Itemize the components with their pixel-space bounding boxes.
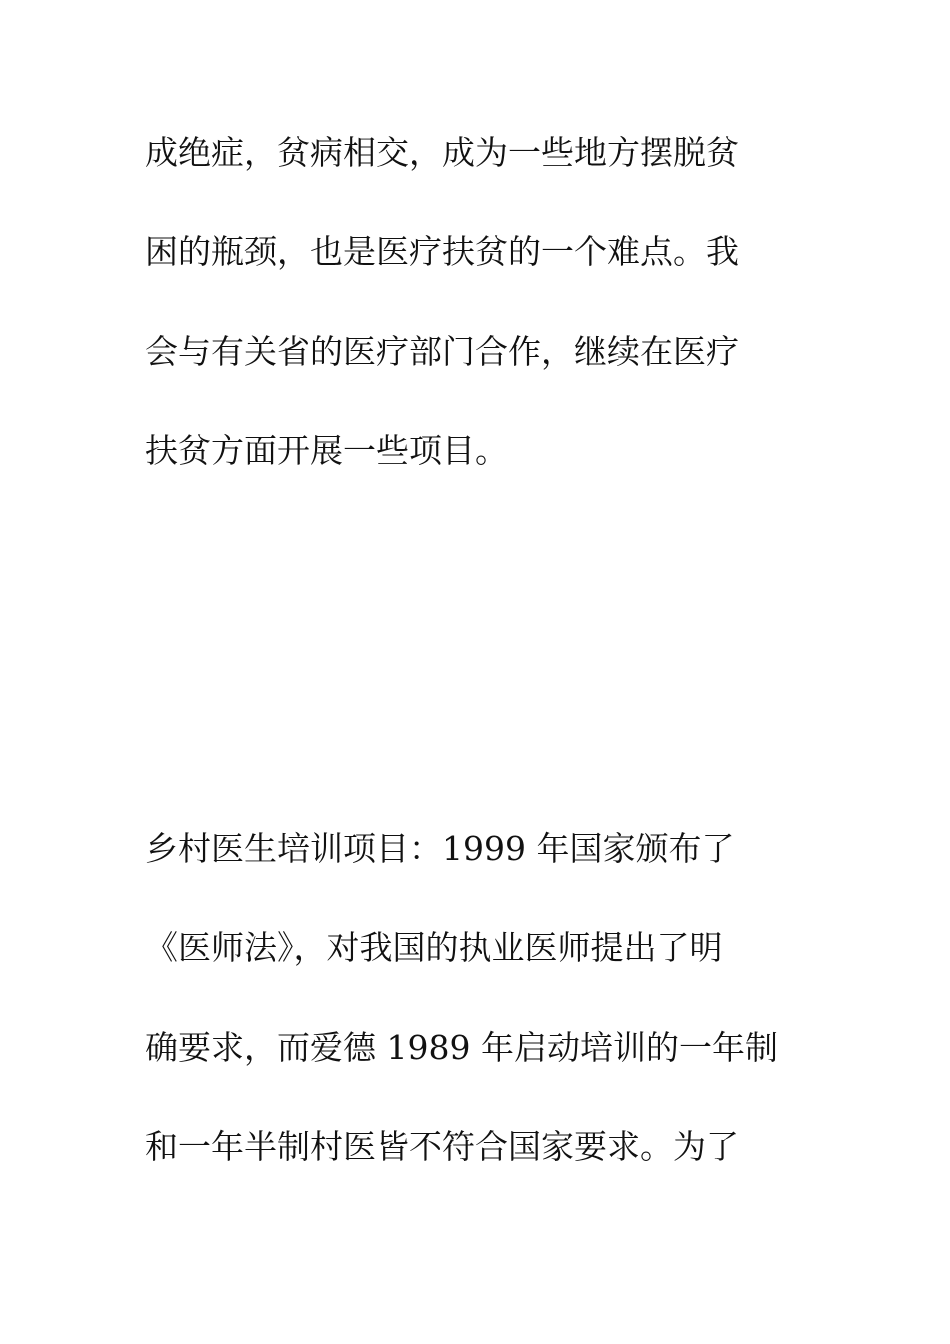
text-line: 困的瓶颈，也是医疗扶贫的一个难点。我	[145, 232, 739, 271]
text-line: 和一年半制村医皆不符合国家要求。为了	[145, 1127, 739, 1166]
text-line: 会与有关省的医疗部门合作，继续在医疗	[145, 332, 739, 371]
text-line: 扶贫方面开展一些项目。	[145, 431, 508, 470]
text-line: 确要求，而爱德 1989 年启动培训的一年制	[145, 1028, 778, 1067]
text-line: 成绝症，贫病相交，成为一些地方摆脱贫	[145, 133, 739, 172]
text-line: 《医师法》，对我国的执业医师提出了明	[145, 928, 723, 967]
text-line: 乡村医生培训项目：1999 年国家颁布了	[145, 829, 735, 868]
